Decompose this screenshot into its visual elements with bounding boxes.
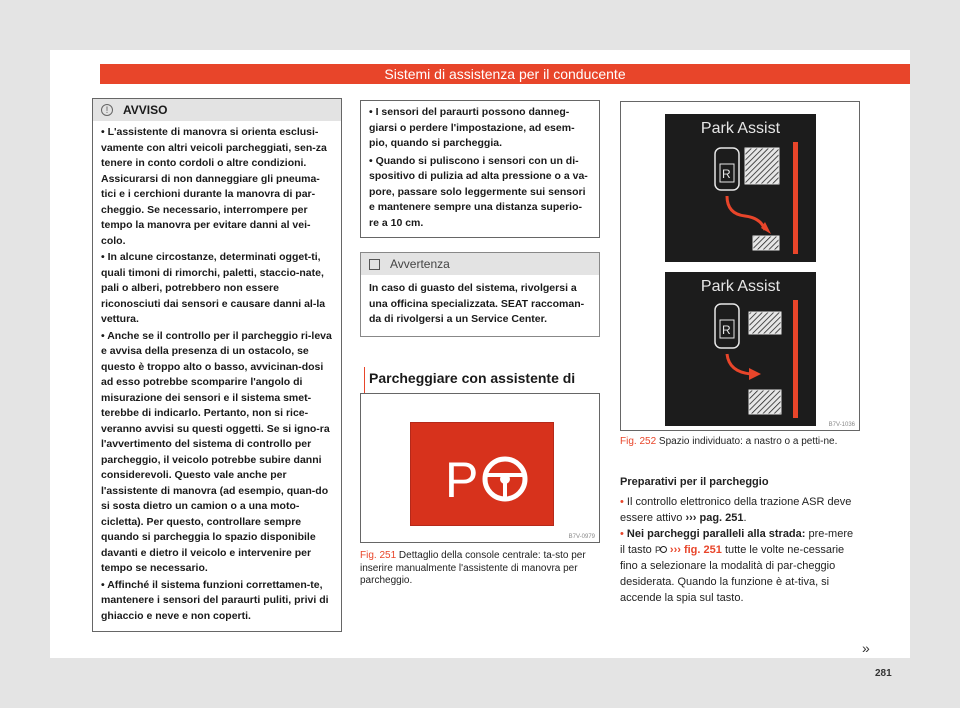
park-assist-screen-perpendicular: [665, 272, 816, 426]
figure-label: Fig. 252: [620, 436, 657, 447]
warning-circle-icon: !: [101, 104, 113, 116]
chapter-header: Sistemi di assistenza per il conducente: [100, 64, 910, 84]
park-assist-screen-parallel: [665, 114, 816, 262]
continue-arrow: »: [862, 640, 870, 656]
figure-code: B7V-1036: [828, 422, 855, 428]
park-assist-button-panel: [410, 422, 554, 526]
figure-252-caption: Fig. 252 Spazio individuato: a nastro o a petti-ne.: [620, 436, 838, 447]
body-paragraph: • Nei parcheggi paralleli alla strada: pre-mere il tasto P ››› fig. 251 tutte le volte ne-cessarie fino a selezionare la modalità di par-cheggio desiderata. Quando la funzione è at-tiva, si accende la spia sul tasto.: [620, 528, 854, 604]
avvertenza-title: Avvertenza: [390, 257, 450, 271]
avviso-header: [93, 99, 341, 121]
avvertenza-box: [360, 252, 600, 337]
avviso-bullet: • Affinché il sistema funzioni correttamen-te, mantenere i sensori del paraurti puliti, privi di ghiaccio e neve e non coperti.: [101, 578, 329, 622]
screen-title: Park Assist: [700, 278, 781, 295]
body-text: [620, 474, 860, 606]
page-reference-link[interactable]: ››› pag. 251: [685, 512, 744, 524]
section-title: Parcheggiare con assistente di: [364, 367, 600, 411]
svg-text:R: R: [722, 323, 731, 337]
avviso-continued-box: [360, 100, 600, 238]
svg-text:R: R: [722, 167, 731, 181]
figure-251: [360, 393, 600, 543]
middle-column: [360, 100, 600, 418]
note-square-icon: [369, 259, 380, 270]
avviso-title: AVVISO: [123, 103, 168, 117]
avvertenza-header: [361, 253, 599, 275]
park-assist-steering-icon: [411, 423, 555, 527]
figure-code: B7V-0979: [568, 534, 595, 540]
perpendicular-parking-diagram-icon: [665, 296, 816, 420]
subheading: Preparativi per il parcheggio: [620, 476, 769, 488]
svg-text:P: P: [445, 452, 479, 508]
screen-title: Park Assist: [700, 120, 781, 137]
page-number: 281: [875, 668, 892, 679]
avvertenza-body: In caso di guasto del sistema, rivolgersi a una officina specializzata. SEAT raccoman-da di rivolgersi a un Service Center.: [369, 282, 585, 325]
avviso-bullet: • Anche se il controllo per il parcheggio ri-leva e avvisa della presenza di un ostacolo, se questo è troppo alto o basso, avvicinan-dosi ad esso potrebbe scomparire l'angolo di misurazione dei sensori e il sistema smet-terebbe di indicarlo. Pertanto, non si rice-veranno avvisi su questi oggetti. Se si igno-ra l'avvertimento del sistema di controllo per parcheggio, il veicolo potrebbe subire danni considerevoli. Questo vale anche per l'assistente di manovra (ad esempio, quan-do si sosta dietro un camion o a una moto-cicletta). Per questo, controllare sempre quando si parcheggia lo spazio disponibile davanti e dietro il veicolo e intervenire per tempo se necessario.: [101, 329, 332, 574]
page: [50, 50, 910, 679]
avviso-box: [92, 98, 342, 632]
figure-label: Fig. 251: [360, 550, 397, 561]
avviso-bullet: • Quando si puliscono i sensori con un di-spositivo di pulizia ad alta pressione o a va-pore, passare solo leggermente sui sensori e mantenere sempre una distanza superio-re a 10 cm.: [369, 154, 588, 229]
park-assist-button-icon: [655, 544, 667, 554]
parallel-parking-diagram-icon: [665, 138, 816, 256]
avviso-bullet: • L'assistente di manovra si orienta esclusi-vamente con altri veicoli parcheggiati, sen-za tenere in conto cordoli o altre condizioni. Assicurarsi di non danneggiare gli pneuma-tici e i cerchioni durante la manovra di par-cheggio. Se necessario, interrompere per tempo la manovra per evitare danni al vei-colo.: [101, 126, 327, 247]
avviso-bullet: • In alcune circostanze, determinati ogget-ti, quali timoni di rimorchi, paletti, staccio-nate, pali o alberi, potrebbero non essere riconosciuti dai sensori e causare danni al-la vettura.: [101, 251, 326, 325]
figure-252: [620, 101, 860, 431]
avviso-body: [93, 121, 341, 631]
body-paragraph: • Il controllo elettronico della trazione ASR deve essere attivo ››› pag. 251.: [620, 496, 852, 524]
figure-reference-link[interactable]: ››› fig. 251: [669, 544, 722, 556]
avviso-bullet: • I sensori del paraurti possono danneg-giarsi o perdere l'impostazione, ad esem-pio, quando si parcheggia.: [369, 106, 575, 149]
figure-251-caption: Fig. 251 Dettaglio della console centrale: ta-sto per inserire manualmente l'assistente di manovra per parcheggio.: [360, 550, 586, 586]
svg-text:P: P: [654, 545, 661, 554]
